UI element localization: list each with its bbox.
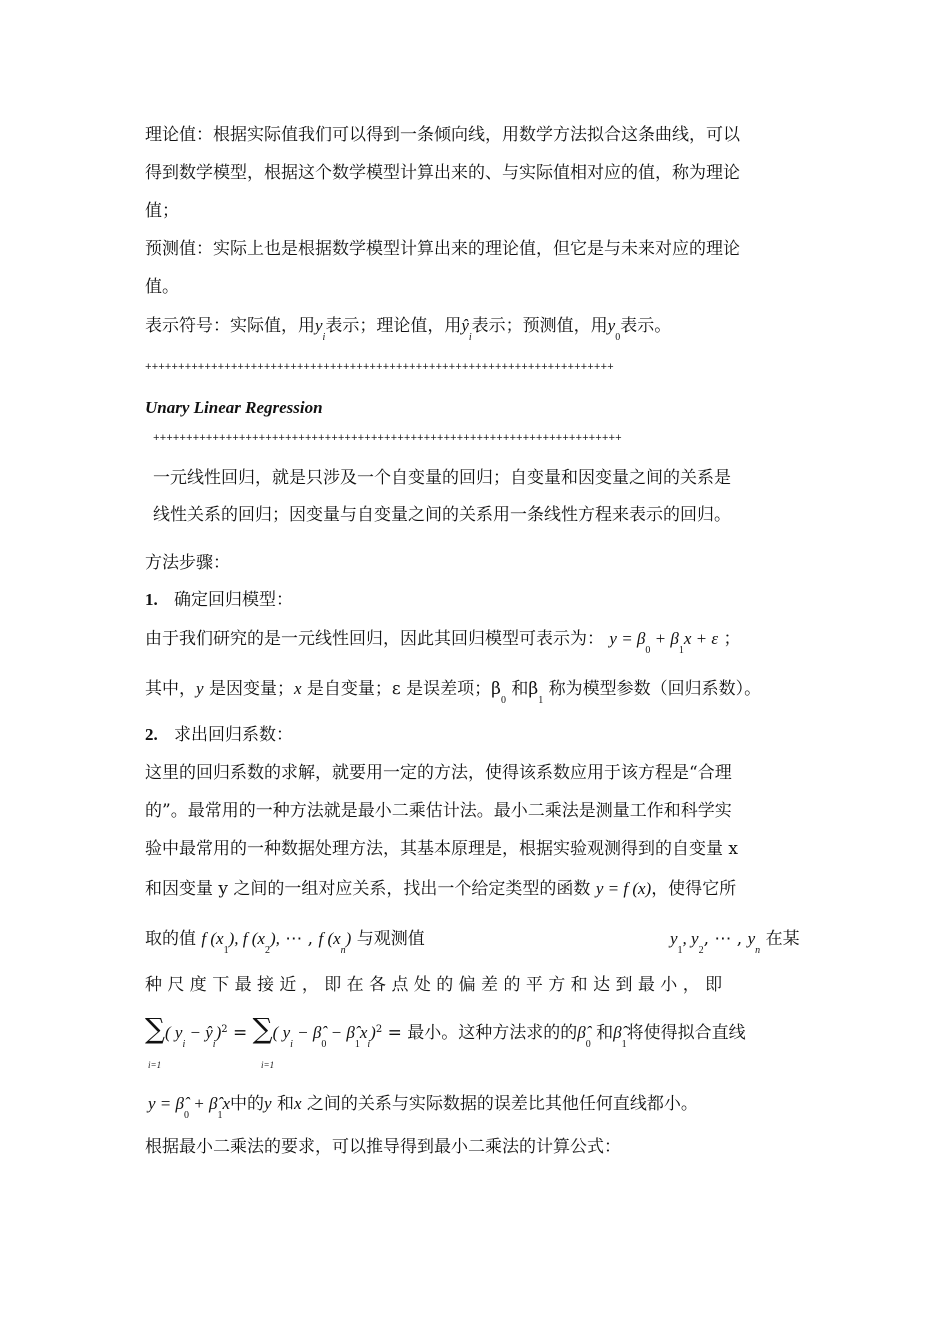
predicted-value-line-2: 值。 <box>145 277 179 297</box>
intro-line-1: 一元线性回归，就是只涉及一个自变量的回归；自变量和因变量之间的关系是 <box>153 468 731 488</box>
step-1-heading: 1. 确定回归模型： <box>145 590 293 610</box>
theory-value-line-2: 得到数学模型，根据这个数学模型计算出来的、与实际值相对应的值，称为理论 <box>145 163 740 183</box>
theory-value-line-1: 理论值：根据实际值我们可以得到一条倾向线，用数学方法拟合这条曲线，可以 <box>145 125 740 145</box>
notation-line: 表示符号：实际值，用$y_i$表示；理论值，用$ŷ_i$表示；预测值，用$y_0$表示。 <box>145 316 672 343</box>
step-2-heading: 2. 求出回归系数： <box>145 725 293 745</box>
model-variables-line: 其中，y 是因变量；x 是自变量；ε 是误差项；$\beta_0$ 和$\beta_1$ 称为模型参数（回归系数）。 <box>145 679 762 706</box>
fitted-line-equation: $y = \betâ_0$ + $\betâ_1x$中的y 和x 之间的关系与实际数据的误差比其他任何直线都小。 <box>148 1094 698 1121</box>
predicted-value-line-1: 预测值：实际上也是根据数学模型计算出来的理论值，但它是与未来对应的理论 <box>145 239 740 259</box>
sum-lower-limit-1: i=1 <box>148 1060 162 1070</box>
sigma-symbol-1: ∑ <box>145 1012 165 1045</box>
least-squares-line-6: 种 尺 度 下 最 接 近 ， 即 在 各 点 处 的 偏 差 的 平 方 和 达 到 最 小 ， 即 <box>145 975 723 995</box>
sum-of-squares-formula: ∑( $y_i$ − $ŷ_i)^2$ = ∑( $y_i$ − $\betâ_0$ − $\betâ_1x_i)^2$ = 最小。这种方法求的的$\betâ_0$ 和$\betâ_1$将使得拟合直线 <box>145 1012 746 1050</box>
regression-model-line: 由于我们研究的是一元线性回归，因此其回归模型可表示为： $y = \beta_0 + \beta_1x + \varepsilon$ ； <box>145 629 741 656</box>
section-title: Unary Linear Regression <box>145 398 323 417</box>
observations-sequence: $y_1$, $y_2$, ⋯ , $y_n$ 在某 <box>670 929 800 956</box>
least-squares-line-1: 这里的回归系数的求解，就要用一定的方法，使得该系数应用于该方程是“合理 <box>145 763 732 783</box>
sigma-symbol-2: ∑ <box>252 1012 273 1045</box>
theory-value-line-3: 值； <box>145 201 179 221</box>
least-squares-line-4: 和因变量 y 之间的一组对应关系，找出一个给定类型的函数 y = f (x)，使得它所 <box>145 879 737 899</box>
plus-separator-bottom: +++++++++++++++++++++++++++++++++++++++++++++++++++++++++++++++++++++++ <box>153 433 622 445</box>
intro-line-2: 线性关系的回归；因变量与自变量之间的关系用一条线性方程来表示的回归。 <box>153 505 731 525</box>
method-steps-label: 方法步骤： <box>145 553 230 573</box>
least-squares-line-3: 验中最常用的一种数据处理方法，其基本原理是，根据实验观测得到的自变量 x <box>145 839 738 859</box>
least-squares-formula-intro: 根据最小二乘法的要求，可以推导得到最小二乘法的计算公式： <box>145 1137 621 1157</box>
least-squares-line-5: 取的值 f $(x_1)$, f $(x_2)$, ⋯ , f $(x_n)$ 与观测值 <box>145 929 425 956</box>
sum-lower-limit-2: i=1 <box>261 1060 275 1070</box>
plus-separator-top: +++++++++++++++++++++++++++++++++++++++++++++++++++++++++++++++++++++++ <box>145 362 614 374</box>
least-squares-line-2: 的”。最常用的一种方法就是最小二乘估计法。最小二乘法是测量工作和科学实 <box>145 801 732 821</box>
